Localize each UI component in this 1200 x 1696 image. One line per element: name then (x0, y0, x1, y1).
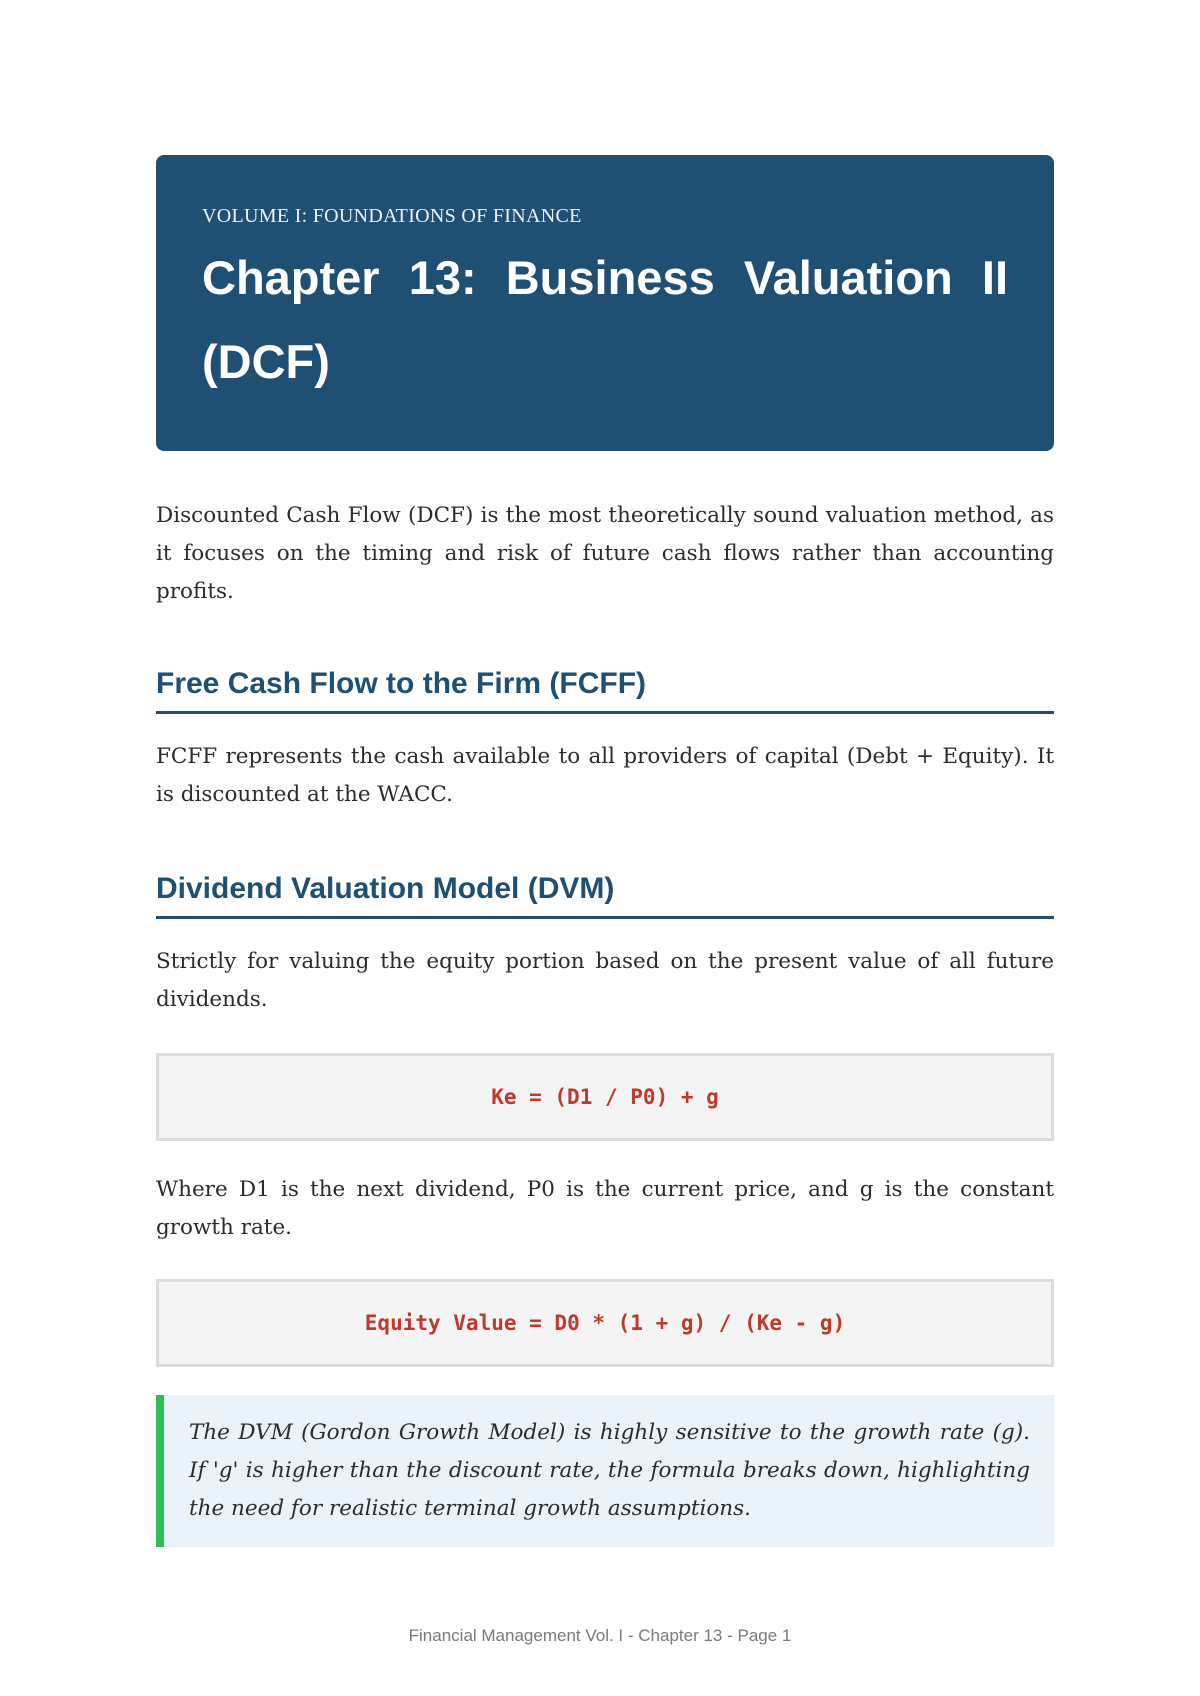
formula-explanation-paragraph: Where D1 is the next dividend, P0 is the current price, and g is the constant growth rate. (156, 1177, 1054, 1240)
fcff-paragraph: FCFF represents the cash available to all providers of capital (Debt + Equity). It is discounted at the WACC. (156, 744, 1054, 807)
section-heading-dvm: Dividend Valuation Model (DVM) (156, 872, 1054, 919)
formula-text-cost-of-equity: Ke = (D1 / P0) + g (491, 1085, 719, 1109)
dvm-paragraph: Strictly for valuing the equity portion based on the present value of all future dividends. (156, 949, 1054, 1012)
formula-box-equity-value (156, 1279, 1054, 1367)
formula-box-cost-of-equity (156, 1053, 1054, 1141)
volume-label: VOLUME I: FOUNDATIONS OF FINANCE (202, 205, 582, 227)
intro-paragraph: Discounted Cash Flow (DCF) is the most theoretically sound valuation method, as it focuses on the timing and risk of future cash flows rather than accounting profits. (156, 503, 1054, 604)
chapter-header-banner (156, 155, 1054, 451)
callout-note: The DVM (Gordon Growth Model) is highly sensitive to the growth rate (g). If 'g' is higher than the discount rate, the formula breaks down, highlighting the need for realistic terminal growth assumptions. (156, 1395, 1054, 1547)
formula-text-equity-value: Equity Value = D0 * (1 + g) / (Ke - g) (364, 1311, 846, 1335)
chapter-title: Chapter 13: Business Valuation II (DCF) (202, 251, 1008, 388)
page-footer: Financial Management Vol. I - Chapter 13 - Page 1 (408, 1626, 792, 1645)
section-heading-fcff: Free Cash Flow to the Firm (FCFF) (156, 667, 1054, 714)
document-page (156, 155, 1054, 1547)
